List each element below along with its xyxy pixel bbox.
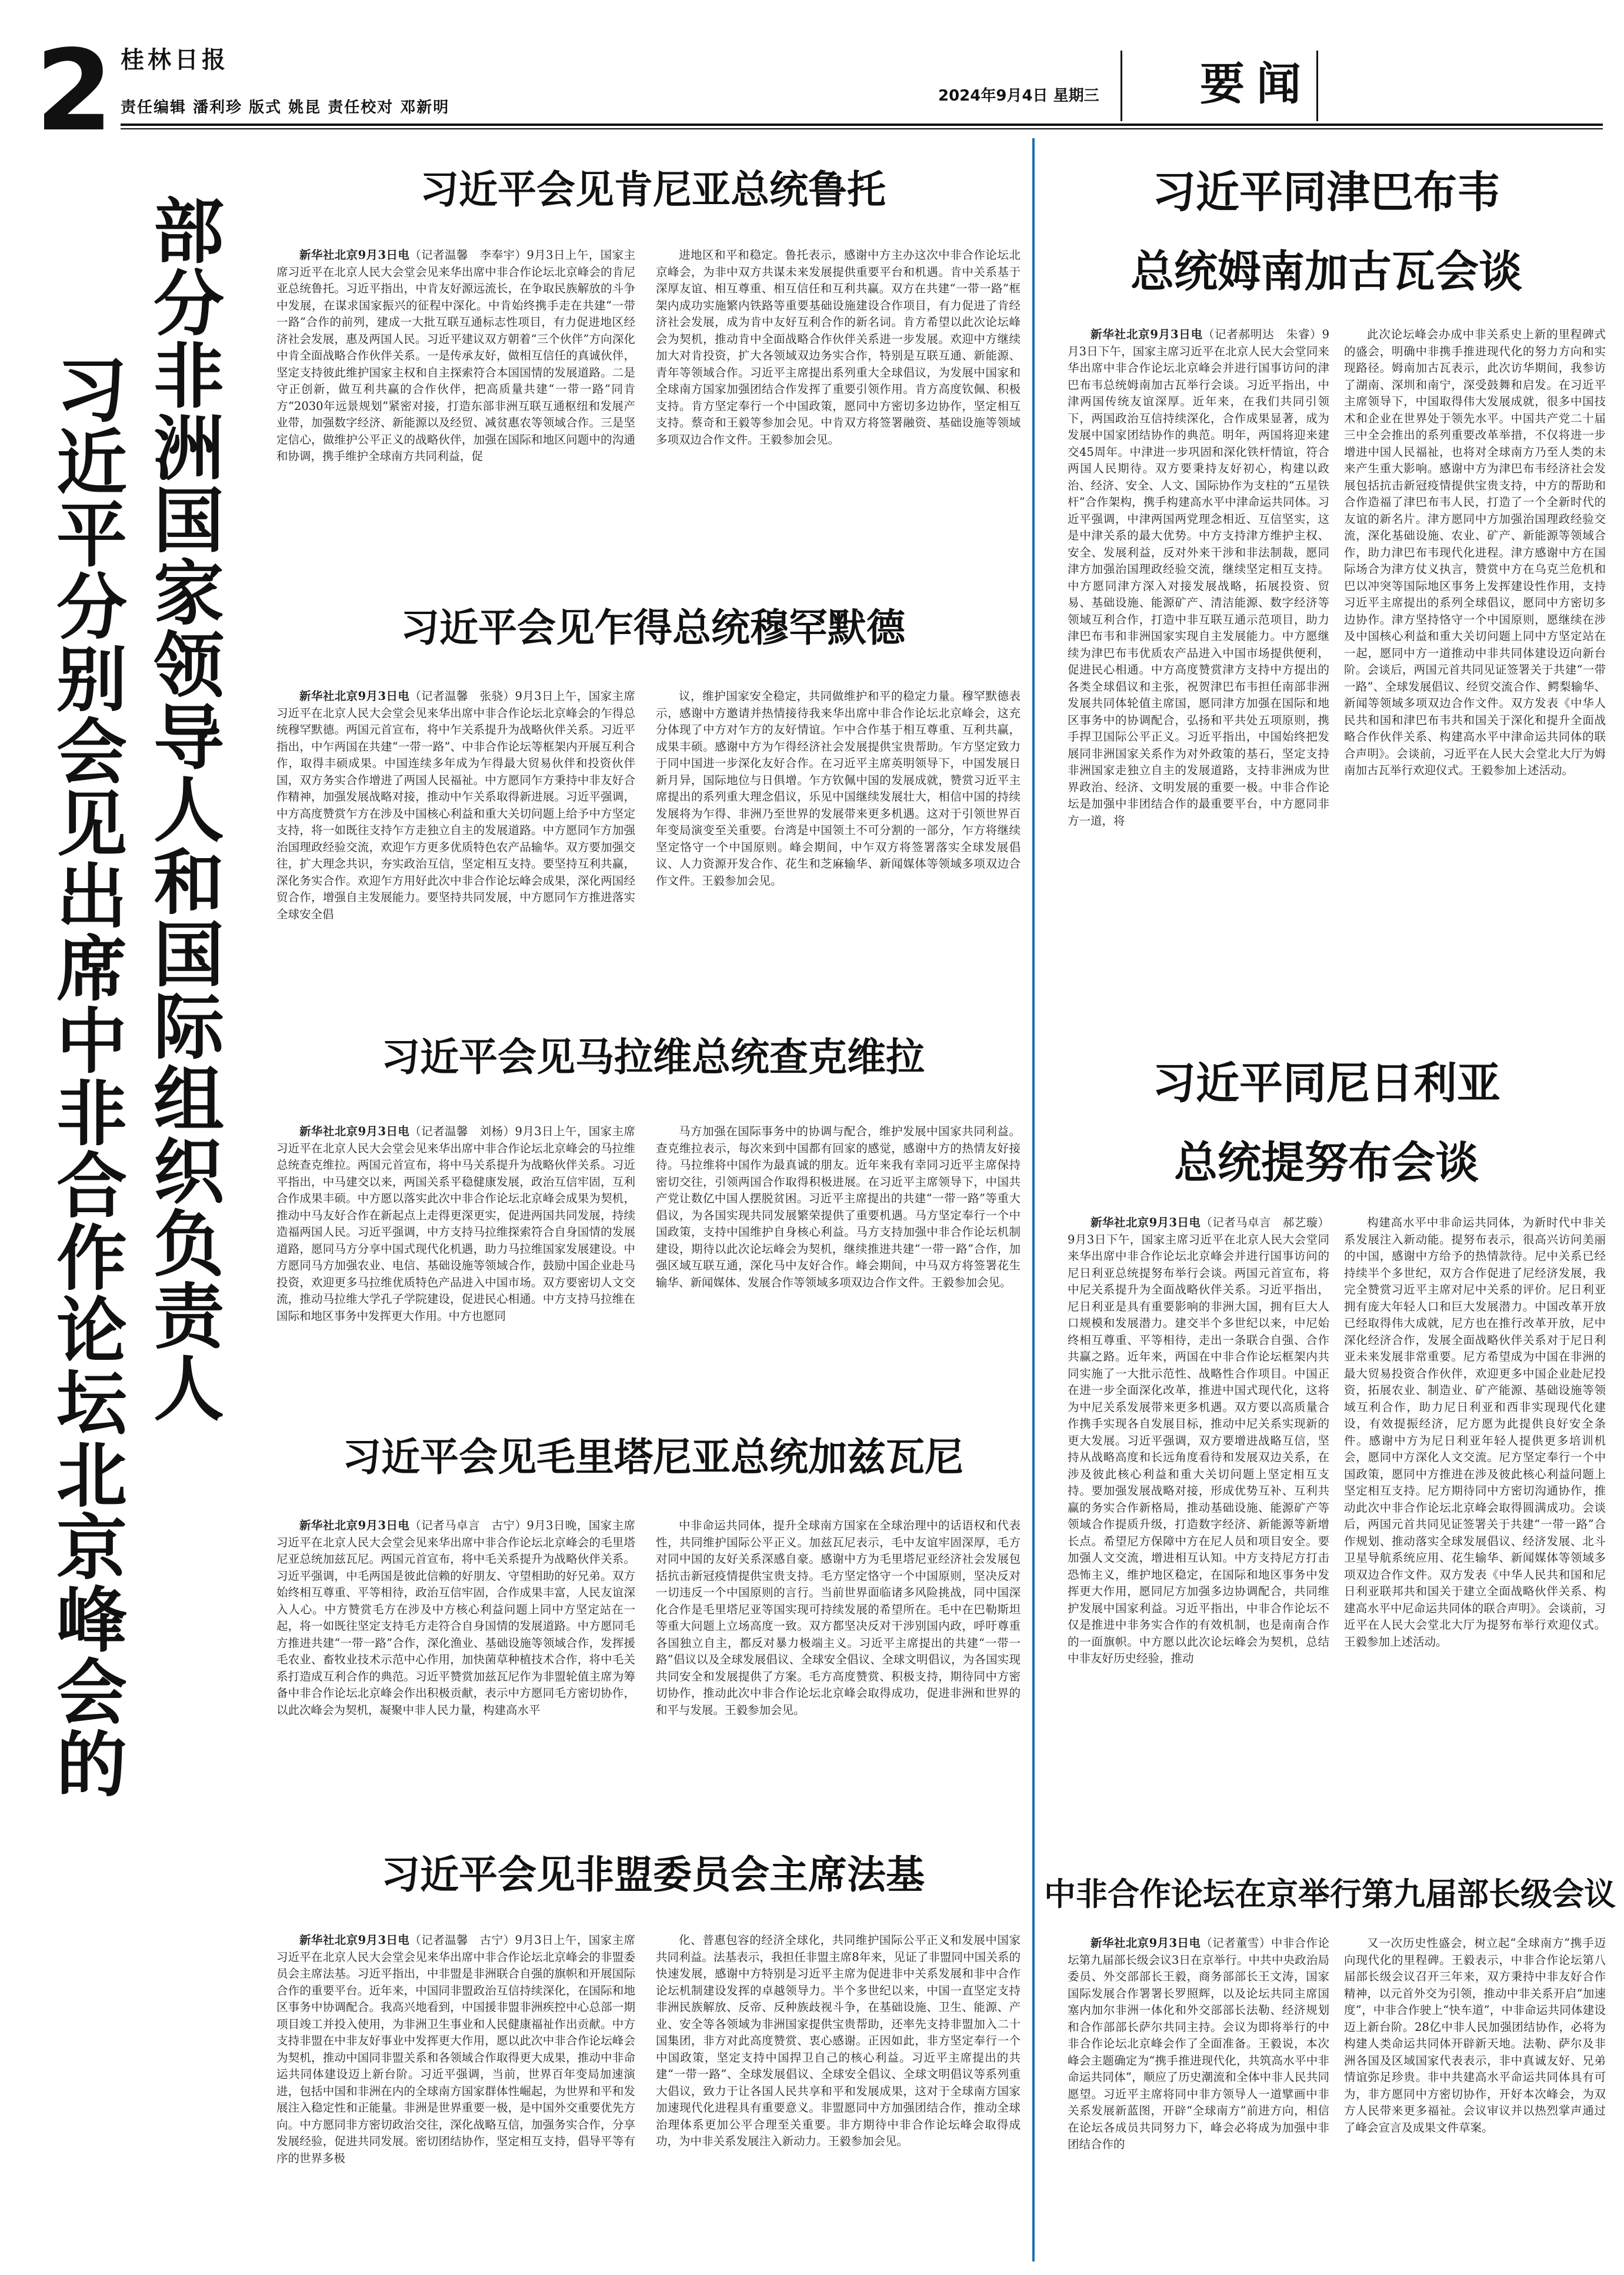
reporters: （记者温馨 古宁）: [409, 1933, 515, 1947]
article-text: 构建高水平中非命运共同体，为新时代中非关系发展注入新动能。提努布表示，很高兴访问美丽的中国，感谢中方给予的热情款待。尼中关系已经持续半个多世纪，双方合作促进了尼经济发展，我完全赞赏习近平主席对尼中关系的评价。尼日利亚拥有庞大年轻人口和巨大发展潜力。中国改革开放已经取得伟大成就，尼方也在推行改革开放，尼中深化经济合作，发展全面战略伙伴关系对于尼日利亚未来发展非常重要。尼方希望成为中国在非洲的最大贸易投资合作伙伴，欢迎更多中国企业赴尼投资，拓展农业、制造业、矿产能源、基础设施等领域互利合作，助力尼日利亚和西非实现现代化建设，有效提振经济，尼方愿为此提供良好安全条件。感谢中方为尼日利亚年轻人提供更多培训机会，愿同中方深化人文交流。尼方坚定奉行一个中国政策，愿同中方推进在涉及彼此核心利益问题上坚定相互支持。尼方期待同中方密切沟通协作，推动此次中非合作论坛北京峰会取得圆满成功。会谈后，两国元首共同见证签署关于共建“一带一路”合作规划、推动落实全球发展倡议、经济发展、北斗卫星导航系统应用、花生输华、新闻媒体等领域多项双边合作文件。双方发表《中华人民共和国和尼日利亚联邦共和国关于建立全面战略伙伴关系、构建高水平中尼命运共同体的联合声明》。会谈前，习近平在人民大会堂北大厅为提努布举行欢迎仪式。王毅参加上述活动。: [1344, 1216, 1606, 1649]
article-kenya-col2: [656, 247, 1021, 553]
article-text: 议，维护国家安全稳定，共同做维护和平的稳定力量。穆罕默德表示，感谢中方邀请并热情接待我来华出席中非合作论坛北京峰会，这充分体现了中方对乍方的友好情谊。乍中合作基于相互尊重、互利共赢，成果丰硕。感谢中方为乍得经济社会发展提供宝贵帮助。乍方坚定致力于同中国进一步深化友好合作。在习近平主席英明领导下，中国发展日新月异，国际地位与日俱增。乍方钦佩中国的发展成就，赞赏习近平主席提出的系列重大理念倡议，乐见中国继续发展壮大，相信中国的持续发展将为乍得、非洲乃至世界的发展带来更多机遇。这对于引领世界百年变局演变至关重要。台湾是中国领土不可分割的一部分，乍方将继续坚定恪守一个中国原则。峰会期间，中乍双方将签署落实全球发展倡议、人力资源开发合作、花生和芝麻输华、新闻媒体等领域多项双边合作文件。王毅参加会见。: [656, 689, 1021, 888]
banner-line-1: 习近平分别会见出席中非合作论坛北京峰会的: [45, 353, 126, 1800]
article-mauritania-col2: [656, 1517, 1021, 1829]
dateline: 新华社北京9月3日电: [299, 248, 410, 262]
headline-zimbabwe-2: 总统姆南加古瓦会谈: [1131, 246, 1522, 297]
dateline: 新华社北京9月3日电: [299, 1519, 410, 1532]
dateline: 新华社北京9月3日电: [1091, 1936, 1201, 1950]
article-text: 化、普惠包容的经济全球化，共同维护国际公平正义和发展中国家共同利益。法基表示，我担任非盟主席8年来，见证了非盟同中国关系的快速发展，感谢中方特别是习近平主席为促进非中关系发展和非中合作论坛机制建设发挥的卓越领导力。半个多世纪以来，中国一直坚定支持非洲民族解放、反帝、反种族歧视斗争，在基础设施、卫生、能源、产业、安全等各领域为非洲国家提供宝贵帮助，还率先支持非盟加入二十国集团，非方对此高度赞赏、衷心感谢。正因如此，非方坚定奉行一个中国政策，坚定支持中国捍卫自己的核心利益。习近平主席提出的共建“一带一路”、全球发展倡议、全球安全倡议、全球文明倡议等系列重大倡议，致力于让各国人民共享和平和发展成果，这对于全球南方国家加速现代化进程具有重要意义。非盟愿同中方加强团结合作，推动全球治理体系更加公平合理至关重要。非方期待中非合作论坛峰会取得成功，为中非关系发展注入新动力。王毅参加会见。: [656, 1933, 1021, 2148]
article-au-col1: [276, 1932, 635, 2259]
article-mauritania-col1: [276, 1517, 635, 1829]
article-malawi-col1: [276, 1123, 635, 1441]
reporters: （记者马卓言 郝艺璇）: [1201, 1216, 1329, 1229]
dateline: 新华社北京9月3日电: [1091, 328, 1203, 341]
reporters: （记者温馨 李奉宇）: [409, 248, 527, 262]
masthead-rule-thin: [121, 128, 1603, 129]
section-title: 要闻: [1200, 58, 1313, 110]
issue-date: 2024年9月4日 星期三: [938, 87, 1099, 105]
article-text: 9月3日上午，国家主席习近平在北京人民大会堂会见来华出席中非合作论坛北京峰会的马拉维总统查克维拉。两国元首宣布，将中马关系提升为战略伙伴关系。习近平指出，中马建交以来，两国关系平稳健康发展，政治互信牢固，互利合作成果丰硕。中方愿以落实此次中非合作论坛北京峰会成果为契机，推动中马友好合作在新起点上走得更深更实，促进两国共同发展，持续造福两国人民。习近平强调，中方支持马拉维探索符合自身国情的发展道路，愿同马方分享中国式现代化机遇，助力马拉维国家发展建设。中方愿同马方加强农业、电信、基础设施等领域合作，鼓励中国企业赴马投资，欢迎更多马拉维优质特色产品进入中国市场。双方要密切人文交流，推动马拉维大学孔子学院建设，促进民心相通。中方支持马拉维在国际和地区事务中发挥更大作用。中方也愿同: [276, 1125, 635, 1323]
headline-mauritania: 习近平会见毛里塔尼亚总统加兹瓦尼: [342, 1435, 963, 1480]
column-divider: [1032, 138, 1035, 2261]
article-text: 9月3日下午，国家主席习近平在北京人民大会堂同来华出席中非合作论坛北京峰会并进行国事访问的尼日利亚总统提努布举行会谈。两国元首宣布，将中尼关系提升为全面战略伙伴关系。习近平指出，尼日利亚是具有重要影响的非洲大国，拥有巨大人口规模和发展潜力。建交半个多世纪以来，中尼始终相互尊重、平等相待，走出一条联合自强、合作共赢之路。近年来，两国在中非合作论坛框架内共同实施了一大批示范性、战略性合作项目。中国正在进一步全面深化改革，推进中国式现代化，这将为中尼关系发展带来更多机遇。双方要以高质量合作携手实现各自发展目标，推动中尼关系实现新的更大发展。习近平强调，双方要增进战略互信，坚持从战略高度和长远角度看待和发展双边关系，在涉及彼此核心利益和重大关切问题上坚定相互支持。要加强发展战略对接，形成优势互补、互利共赢的务实合作新格局，推动基础设施、能源矿产等领域合作提质升级，打造数字经济、新能源等新增长点。希望尼方保障中方在尼人员和项目安全。要加强人文交流，增进相互认知。中方支持尼方打击恐怖主义，维护地区稳定，在国际和地区事务中发挥更大作用，愿同尼方加强多边协调配合，共同维护发展中国家利益。习近平指出，中非合作论坛不仅是推进中非务实合作的有效机制，也是南南合作的一面旗帜。中方愿以此次论坛峰会为契机，总结中非友好历史经验，推动: [1068, 1232, 1329, 1665]
headline-ministerial: 中非合作论坛在京举行第九届部长级会议: [1044, 1876, 1616, 1913]
article-text: 9月3日上午，国家主席习近平在北京人民大会堂会见来华出席中非合作论坛北京峰会的肯尼亚总统鲁托。习近平指出，中肯友好源远流长，在争取民族解放的斗争中发展，在谋求国家振兴的征程中深化。中肯始终携手走在共建“一带一路”合作的前列，建成一大批互联互通标志性项目，有力促进地区经济社会发展，惠及两国人民。习近平建议双方朝着“三个伙伴”方向深化中肯全面战略合作伙伴关系。一是传承友好，做相互信任的真诚伙伴，坚定支持彼此维护国家主权和自主探索符合本国国情的发展道路。二是守正创新，做互利共赢的合作伙伴，把高质量共建“一带一路”同肯方“2030年远景规划”紧密对接，打造东部非洲互联互通枢纽和发展产业带，加强数字经济、新能源以及经贸、减贫惠农等领域合作。三是坚定信心，做维护公平正义的战略伙伴，加强在国际和地区问题中的沟通和协调，携手维护全球南方共同利益，促: [276, 248, 635, 463]
article-text: 马方加强在国际事务中的协调与配合，维护发展中国家共同利益。查克维拉表示，每次来到中国都有回家的感觉，感谢中方的热情友好接待。马拉维将中国作为最真诚的朋友。近年来我有幸同习近平主席保持密切交往，引领两国合作取得积极进展。在习近平主席领导下，中国共产党让数亿中国人摆脱贫困。习近平主席提出的共建“一带一路”等重大倡议，为各国实现共同发展繁荣提供了重要机遇。马方坚定奉行一个中国政策，支持中国维护自身核心利益。马方支持加强中非合作论坛机制建设，期待以此次论坛峰会为契机，继续推进共建“一带一路”合作，加强区域互联互通，深化马中友好合作。峰会期间，中马双方将签署花生输华、新闻媒体、发展合作等领域多项双边合作文件。王毅参加会见。: [656, 1125, 1021, 1289]
reporters: （记者温馨 刘杨）: [409, 1125, 515, 1138]
headline-nigeria-2: 总统提努布会谈: [1174, 1138, 1479, 1188]
headline-malawi: 习近平会见马拉维总统查克维拉: [381, 1035, 925, 1080]
headline-zimbabwe-1: 习近平同津巴布韦: [1152, 167, 1500, 218]
masthead-rule: [121, 124, 1603, 126]
banner-line-2: 部分非洲国家领导人和国际组织负责人: [142, 194, 224, 1424]
reporters: （记者温馨 张骁）: [409, 689, 515, 703]
article-nigeria-col1: [1068, 1215, 1329, 1835]
dateline: 新华社北京9月3日电: [1091, 1216, 1201, 1229]
reporters: （记者董雪）: [1201, 1936, 1271, 1950]
page-number: 2: [35, 26, 114, 156]
article-nigeria-col2: [1344, 1215, 1606, 1835]
dateline: 新华社北京9月3日电: [299, 1125, 410, 1138]
reporters: （记者马卓言 古宁）: [409, 1519, 527, 1532]
paper-name: 桂林日报: [121, 46, 229, 74]
dateline: 新华社北京9月3日电: [299, 1933, 410, 1947]
article-ministerial-col1: [1068, 1935, 1329, 2259]
dateline: 新华社北京9月3日电: [299, 689, 410, 703]
article-text: 9月3日下午，国家主席习近平在北京人民大会堂同来华出席中非合作论坛北京峰会并进行国事访问的津巴布韦总统姆南加古瓦举行会谈。习近平指出，中津两国传统友谊深厚。近年来，在我们共同引领下，两国政治互信持续深化，合作成果显著，成为发展中国家团结协作的典范。明年，两国将迎来建交45周年。中津进一步巩固和深化铁杆情谊，符合两国人民期待。双方要秉持友好初心，构建以政治、经济、安全、人文、国际协作为支柱的“五星铁杆”合作架构，携手构建高水平中津命运共同体。习近平强调，中津两国两党理念相近、互信坚实，这是中津关系的最大优势。中方支持津方维护主权、安全、发展利益，反对外来干涉和非法制裁，愿同津方加强治国理政经验交流，继续坚定相互支持。中方愿同津方深入对接发展战略，拓展投资、贸易、基础设施、能源矿产、清洁能源、数字经济等领域互利合作，打造中非互联互通示范项目，助力津巴布韦和非洲国家实现自主发展能力。中方愿继续为津巴布韦优质农产品进入中国市场提供便利，促进民心相通。中方高度赞赏津方支持中方提出的各类全球倡议和主张，祝贺津巴布韦担任南部非洲发展共同体轮值主席国，愿同津方加强在国际和地区事务中的协调配合，弘扬和平共处五项原则，携手捍卫国际公平正义。习近平指出，中国始终把发展同非洲国家关系作为对外政策的基石，坚定支持非洲国家走独立自主的发展道路，支持非洲成为世界政治、经济、文明发展的重要一极。中非合作论坛是加强中非团结合作的最重要平台，中方愿同非方一道，将: [1068, 328, 1329, 828]
article-text: 又一次历史性盛会，树立起“全球南方”携手迈向现代化的里程碑。王毅表示，中非合作论坛第八届部长级会议召开三年来，双方秉持中非友好合作精神，以元首外交为引领，推动中非关系开启“加速度”，中非合作驶上“快车道”，中非命运共同体建设迈上新台阶。28亿中非人民加强团结协作，必将为构建人类命运共同体开辟新天地。法勒、萨尔及非洲各国及区域国家代表表示，非中真诚友好、兄弟情谊弥足珍贵。非中共建高水平命运共同体具有可为，非方愿同中方密切协作，开好本次峰会，为双方人民带来更多福祉。会议审议并以热烈掌声通过了峰会宣言及成果文件草案。: [1344, 1936, 1606, 2134]
article-text: 此次论坛峰会办成中非关系史上新的里程碑式的盛会，明确中非携手推进现代化的努力方向和实现路径。姆南加古瓦表示，此次访华期间，我参访了湖南、深圳和南宁，深受鼓舞和启发。在习近平主席领导下，中国取得伟大发展成就，很多中国技术和企业在世界处于领先水平。中国共产党二十届三中全会推出的系列重要改革举措，不仅将进一步增进中国人民福祉，也将对全球南方乃至人类的未来产生重大影响。感谢中方为津巴布韦经济社会发展包括抗击新冠疫情提供宝贵支持，中方的帮助和合作造福了津巴布韦人民，打造了一个全新时代的友谊的新名片。津方愿同中方加强治国理政经验交流，深化基础设施、农业、矿产、新能源等领域合作，助力津巴布韦现代化进程。津方感谢中方在国际场合为津方仗义执言，赞赏中方在乌克兰危机和巴以冲突等国际地区事务上发挥建设性作用，支持习近平主席提出的系列全球倡议，愿同中方密切多边协作。津方坚持恪守一个中国原则，愿继续在涉及中国核心利益和重大关切问题上同中方坚定站在一起，愿同中方一道推动中非共同体建设迈向新台阶。会谈后，两国元首共同见证签署关于共建“一带一路”、全球发展倡议、经贸交流合作、鳄梨输华、新闻等领域多项双边合作文件。双方发表《中华人民共和国和津巴布韦共和国关于深化和提升全面战略合作伙伴关系、构建高水平中津命运共同体的联合声明》。会谈前，习近平在人民大会堂北大厅为姆南加古瓦举行欢迎仪式。王毅参加上述活动。: [1344, 328, 1606, 777]
article-malawi-col2: [656, 1123, 1021, 1441]
article-chad-col2: [656, 688, 1021, 1009]
headline-chad: 习近平会见乍得总统穆罕默德: [401, 605, 905, 651]
article-text: 9月3日上午，国家主席习近平在北京人民大会堂会见来华出席中非合作论坛北京峰会的乍得总统穆罕默德。两国元首宣布，将中乍关系提升为战略伙伴关系。习近平指出，中乍两国在共建“一带一路”、中非合作论坛等框架内开展互利合作，取得丰硕成果。中国连续多年成为乍得最大贸易伙伴和投资伙伴国，双方务实合作增进了两国人民福祉。中方愿同乍方秉持中非友好合作精神，加强发展战略对接，推动中乍关系取得新进展。习近平强调，中方高度赞赏乍方在涉及中国核心利益和重大关切问题上给予中方坚定支持，将一如既往支持乍方走独立自主的发展道路。中方愿同乍方加强治国理政经验交流，欢迎乍方更多优质特色农产品输华。双方要加强交往，扩大理念共识，夯实政治互信，坚定相互支持。要坚持互利共赢，深化务实合作。欢迎乍方用好此次中非合作论坛峰会成果，深化两国经贸合作，增强自主发展能力。要坚持共同发展，中方愿同乍方推进落实全球安全倡: [276, 689, 635, 921]
reporters: （记者郝明达 朱睿）: [1202, 328, 1322, 341]
article-text: 9月3日晚，国家主席习近平在北京人民大会堂会见来华出席中非合作论坛北京峰会的毛里塔尼亚总统加兹瓦尼。两国元首宣布，将中毛关系提升为战略伙伴关系。习近平强调，中毛两国是彼此信赖的好朋友、守望相助的好兄弟。双方始终相互尊重、平等相待，政治互信牢固，合作成果丰富，人民友谊深入人心。中方赞赏毛方在涉及中方核心利益问题上同中方坚定站在一起，将一如既往坚定支持毛方走符合自身国情的发展道路。中方愿同毛方推进共建“一带一路”合作，深化渔业、基础设施等领域合作，发挥援毛农业、畜牧业技术示范中心作用，加快菌草种植技术合作，将中毛关系打造成互利合作的典范。习近平赞赏加兹瓦尼作为非盟轮值主席为筹备中非合作论坛北京峰会作出积极贡献，表示中方愿同毛方密切协作，以此次峰会为契机，凝聚中非人民力量，构建高水平: [276, 1519, 635, 1717]
headline-nigeria-1: 习近平同尼日利亚: [1152, 1058, 1500, 1109]
article-kenya-col1: [276, 247, 635, 553]
headline-kenya: 习近平会见肯尼亚总统鲁托: [420, 167, 886, 212]
article-zimbabwe-col1: [1068, 326, 1329, 1018]
article-au-col2: [656, 1932, 1021, 2259]
headline-au: 习近平会见非盟委员会主席法基: [381, 1852, 925, 1897]
article-text: 中非合作论坛第九届部长级会议3日在京举行。中共中央政治局委员、外交部部长王毅，商务部部长王文涛，国家国际发展合作署署长罗照辉，以及论坛共同主席国塞内加尔非洲一体化和外交部部长法勒、经济规划和合作部部长萨尔共同主持。会议为即将举行的中非合作论坛北京峰会作了全面准备。王毅说，本次峰会主题确定为“携手推进现代化，共筑高水平中非命运共同体”，顺应了历史潮流和全体中非人民共同愿望。习近平主席将同中非方领导人一道擘画中非关系发展新蓝图，开辟“全球南方”前进方向，相信在论坛各成员共同努力下，峰会必将成为加强中非团结合作的: [1068, 1936, 1329, 2151]
staff-line: 责任编辑 潘利珍 版式 姚昆 责任校对 邓新明: [121, 99, 450, 116]
article-chad-col1: [276, 688, 635, 1009]
article-zimbabwe-col2: [1344, 326, 1606, 1018]
article-text: 中非命运共同体，提升全球南方国家在全球治理中的话语权和代表性，共同维护国际公平正义。加兹瓦尼表示，毛中友谊牢固深厚，毛方对同中国的友好关系深感自豪。感谢中方为毛里塔尼亚经济社会发展包括抗击新冠疫情提供宝贵支持。毛方坚定恪守一个中国原则，坚决反对一切违反一个中国原则的言行。当前世界面临诸多风险挑战，同中国深化合作是毛里塔尼亚等国实现可持续发展的希望所在。毛中在巴勒斯坦等重大问题上立场高度一致。双方都坚决反对干涉别国内政，呼吁尊重各国独立自主，都反对暴力极端主义。习近平主席提出的共建“一带一路”倡议以及全球发展倡议、全球安全倡议、全球文明倡议，为各国实现共同安全和发展提供了方案。毛方高度赞赏、积极支持，期待同中方密切协作，推动此次中非合作论坛北京峰会取得成功，促进非洲和世界的和平与发展。王毅参加会见。: [656, 1519, 1021, 1717]
article-text: 进地区和平和稳定。鲁托表示，感谢中方主办这次中非合作论坛北京峰会，为非中双方共谋未来发展提供重要平台和机遇。肯中关系基于深厚友谊、相互尊重、相互信任和互利共赢。双方在共建“一带一路”框架内成功实施繁内铁路等重要基础设施建设合作项目，有力促进了肯经济社会发展，成为肯中友好互利合作的新名词。肯方希望以此次论坛峰会为契机，推动肯中全面战略合作伙伴关系进一步发展。欢迎中方继续加大对肯投资，扩大各领域双边务实合作，特别是互联互通、新能源、青年等领域合作。习近平主席提出系列重大全球倡议，为发展中国家和全球南方国家加强团结合作发挥了重要引领作用。肯方高度钦佩、积极支持。肯方坚定奉行一个中国政策，愿同中方密切多边协作，坚定相互支持。蔡奇和王毅等参加会见。中肯双方将签署融资、基础设施等领域多项双边合作文件。王毅参加会见。: [656, 248, 1021, 446]
article-text: 9月3日上午，国家主席习近平在北京人民大会堂会见来华出席中非合作论坛北京峰会的非盟委员会主席法基。习近平指出，中非盟是非洲联合自强的旗帜和开展国际合作的重要平台。近年来，中国同非盟政治互信持续深化，在国际和地区事务中协调配合。我高兴地看到，中国援非盟非洲疾控中心总部一期项目竣工并投入使用，为非洲卫生事业和人民健康福祉作出贡献。中方支持非盟在中非友好事业中发挥更大作用，愿以此次中非合作论坛峰会为契机，推动中国同非盟关系和各领域合作取得更大成果，推动中非命运共同体建设迈上新台阶。习近平强调，当前，世界百年变局加速演进，包括中国和非洲在内的全球南方国家群体性崛起，为世界和平和发展注入稳定性和正能量。非洲是世界重要一极，是中国外交重要优先方向。中方愿同非方密切政治交往，深化战略互信，加强务实合作，分享发展经验，促进共同发展。密切团结协作，坚定相互支持，倡导平等有序的世界多极: [276, 1933, 635, 2165]
article-ministerial-col2: [1344, 1935, 1606, 2259]
